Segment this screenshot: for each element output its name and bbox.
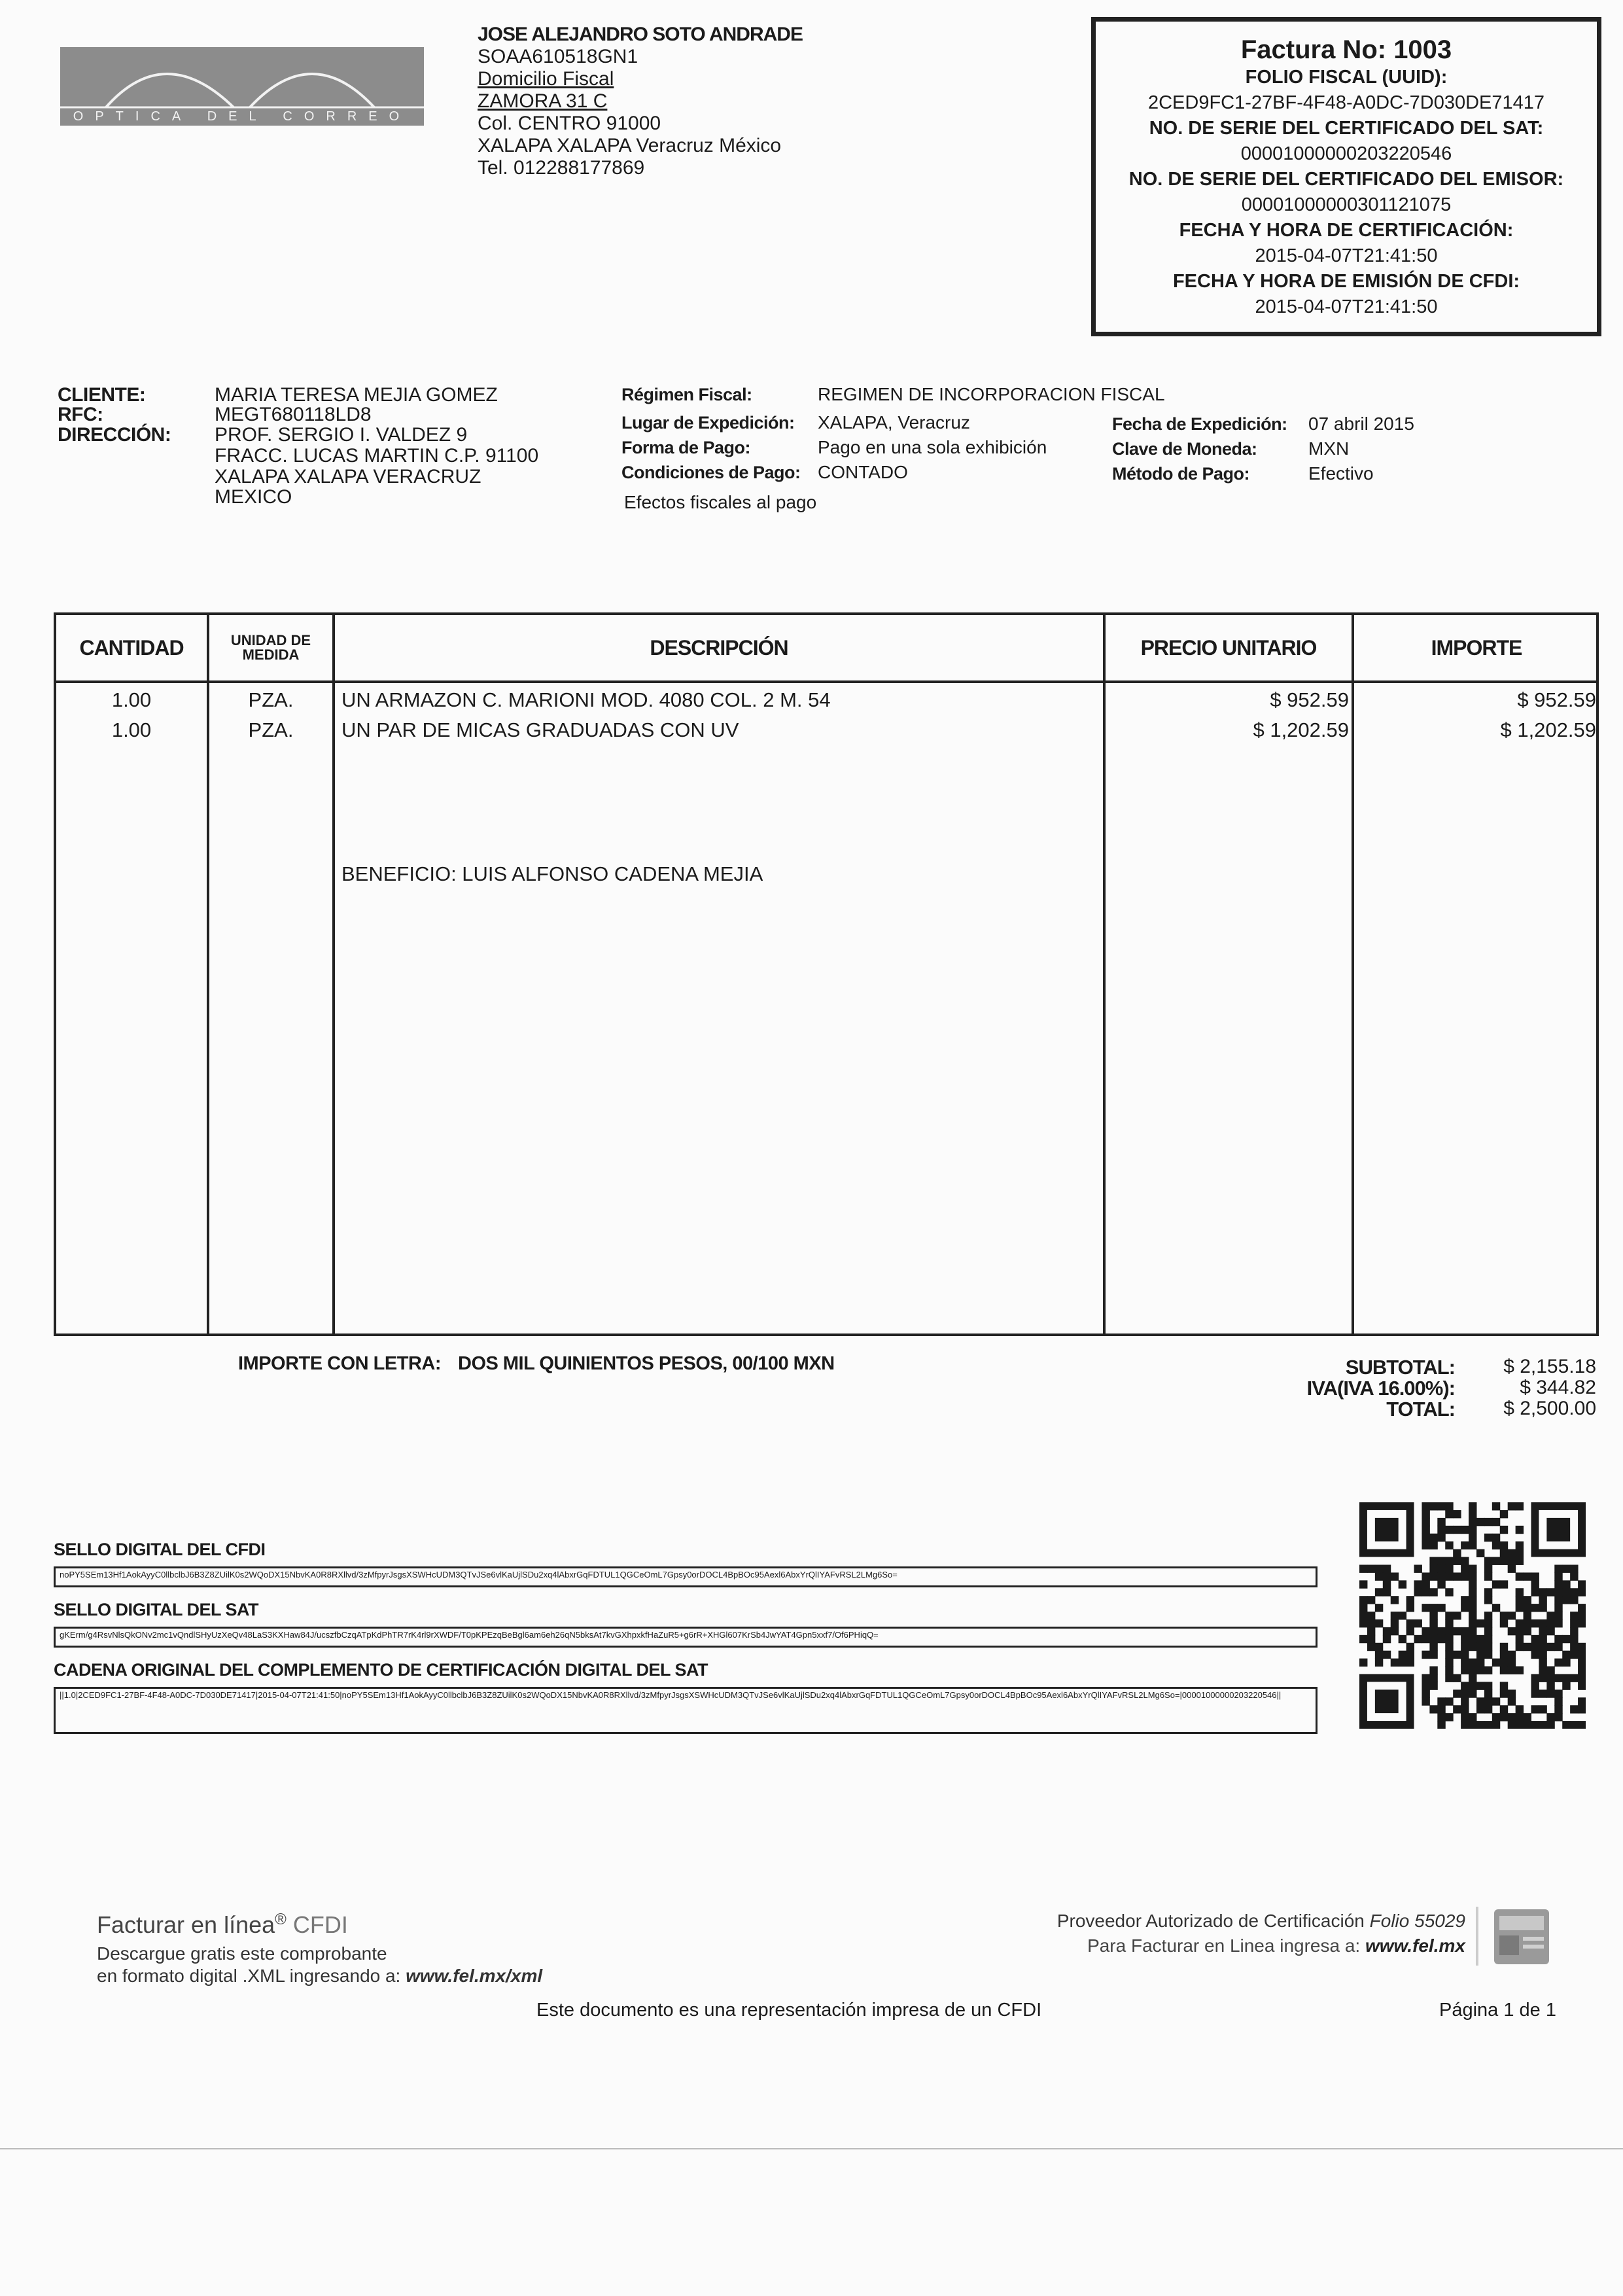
- footer-divider: [1476, 1907, 1478, 1966]
- header-unidad: UNIDAD DE MEDIDA: [230, 632, 311, 663]
- client-address-line-3: XALAPA XALAPA VERACRUZ: [215, 466, 481, 487]
- uuid-label: FOLIO FISCAL (UUID):: [1245, 67, 1448, 88]
- cliente-label: CLIENTE:: [58, 384, 146, 406]
- regimen-label: Régimen Fiscal:: [621, 385, 752, 404]
- row-2-precio: $ 1,202.59: [1253, 718, 1349, 741]
- bottom-rule: [0, 2148, 1623, 2149]
- header-divider: [56, 680, 1596, 683]
- logo-text: OPTICA DEL CORREO: [73, 109, 411, 124]
- uuid-value: 2CED9FC1-27BF-4F48-A0DC-7D030DE71417: [1147, 92, 1545, 113]
- lugar-value: XALAPA, Veracruz: [818, 412, 970, 433]
- footer-para: [981, 1935, 1465, 1956]
- regimen-value: REGIMEN DE INCORPORACION FISCAL: [818, 384, 1165, 404]
- importe-letra-label: IMPORTE CON LETRA:: [238, 1353, 441, 1374]
- row-1-descripcion: UN ARMAZON C. MARIONI MOD. 4080 COL. 2 M. 54: [341, 688, 831, 711]
- row-2-cantidad: 1.00: [111, 718, 152, 741]
- rfc-label: RFC:: [58, 404, 103, 425]
- fiscal-info-box: [1091, 17, 1601, 336]
- sello-cfdi-box: noPY5SEm13Hf1AokAyyC0llbclbJ6B3Z8ZUilK0s2WQoDX15NbvKA0R8RXllvd/3zMfpyrJsgsXSWHcUDM3QTvJSe6vlKaUjlSDu2xq4lAbxrGqFDTUL1QGCeOmL7Gpsy0orDOCL4BpBOc95Aexl6AbxYrQlIYAFvRSL2LMg6So=: [54, 1566, 1318, 1587]
- cadena-original-box: ||1.0|2CED9FC1-27BF-4F48-A0DC-7D030DE71417|2015-04-07T21:41:50|noPY5SEm13Hf1AokAyyC0llbclbJ6B3Z8ZUilK0s2WQoDX15NbvKA0R8RXllvd/3zMfpyrJsgsXSWHcUDM3QTvJSe6vlKaUjlSDu2xq4lAbxrGqFDTUL1QGCeOmL7Gpsy0orDOCL4BpBOc95Aexl6AbxYrQlIYAFvRSL2LMg6So=|00001000000203220546||: [54, 1687, 1318, 1734]
- footer-folio: Folio 55029: [1369, 1911, 1465, 1931]
- forma-label: Forma de Pago:: [621, 438, 751, 457]
- moneda-label: Clave de Moneda:: [1112, 439, 1257, 459]
- fecha-expedicion-value: 07 abril 2015: [1308, 414, 1414, 434]
- subtotal-label: SUBTOTAL:: [1345, 1356, 1455, 1379]
- row-2-unidad: PZA.: [248, 718, 294, 741]
- row-1-precio: $ 952.59: [1270, 688, 1349, 711]
- beneficio-note: BENEFICIO: LUIS ALFONSO CADENA MEJIA: [341, 862, 763, 885]
- footer-brand-cfdi: CFDI: [292, 1911, 348, 1938]
- subtotal-value: $ 2,155.18: [1503, 1356, 1596, 1377]
- issuer-name: JOSE ALEJANDRO SOTO ANDRADE: [478, 24, 803, 45]
- condiciones-value: CONTADO: [818, 462, 908, 482]
- factura-electronica-badge: [1492, 1907, 1552, 1967]
- sat-cert-label: NO. DE SERIE DEL CERTIFICADO DEL SAT:: [1149, 118, 1544, 139]
- emision-date-label: FECHA Y HORA DE EMISIÓN DE CFDI:: [1172, 271, 1520, 292]
- sello-sat-label: SELLO DIGITAL DEL SAT: [54, 1600, 259, 1619]
- emision-date-value: 2015-04-07T21:41:50: [1255, 296, 1438, 317]
- header-cantidad: CANTIDAD: [79, 635, 184, 660]
- importe-letra-value: DOS MIL QUINIENTOS PESOS, 00/100 MXN: [458, 1353, 835, 1374]
- representacion-impresa: Este documento es una representación impresa de un CFDI: [536, 2000, 1042, 2021]
- metodo-label: Método de Pago:: [1112, 464, 1249, 484]
- total-label: TOTAL:: [1386, 1398, 1455, 1421]
- footer-proveedor-text: Proveedor Autorizado de Certificación: [1056, 1911, 1365, 1931]
- sat-cert-value: 00001000000203220546: [1240, 143, 1452, 164]
- footer-descargue: Descargue gratis este comprobante: [97, 1943, 387, 1964]
- iva-value: $ 344.82: [1520, 1377, 1596, 1398]
- issuer-city: XALAPA XALAPA Veracruz México: [478, 135, 782, 156]
- client-address-line-4: MEXICO: [215, 486, 292, 508]
- invoice-number: Factura No: 1003: [1240, 35, 1452, 64]
- footer-para-text: Para Facturar en Linea ingresa a:: [1087, 1935, 1361, 1956]
- client-rfc: MEGT680118LD8: [215, 404, 372, 425]
- lugar-label: Lugar de Expedición:: [621, 413, 795, 433]
- metodo-value: Efectivo: [1308, 463, 1374, 484]
- footer-brand: [97, 1911, 348, 1939]
- footer-brand-reg: ®: [275, 1911, 287, 1928]
- header-precio: PRECIO UNITARIO: [1140, 635, 1317, 660]
- row-1-importe: $ 952.59: [1517, 688, 1596, 711]
- client-name: MARIA TERESA MEJIA GOMEZ: [215, 384, 498, 406]
- condiciones-label: Condiciones de Pago:: [621, 463, 801, 482]
- row-2-importe: $ 1,202.59: [1500, 718, 1596, 741]
- emisor-cert-label: NO. DE SERIE DEL CERTIFICADO DEL EMISOR:: [1128, 169, 1564, 190]
- issuer-colonia: Col. CENTRO 91000: [478, 113, 661, 134]
- iva-label: IVA(IVA 16.00%):: [1306, 1377, 1455, 1400]
- fel-link[interactable]: www.fel.mx: [1365, 1935, 1465, 1956]
- efectos-fiscales: Efectos fiscales al pago: [624, 492, 817, 512]
- moneda-value: MXN: [1308, 438, 1350, 459]
- issuer-street: ZAMORA 31 C: [478, 90, 608, 112]
- cert-date-value: 2015-04-07T21:41:50: [1255, 245, 1438, 266]
- sello-cfdi-label: SELLO DIGITAL DEL CFDI: [54, 1540, 266, 1559]
- footer-formato-text: en formato digital .XML ingresando a:: [97, 1966, 401, 1986]
- cadena-original-label: CADENA ORIGINAL DEL COMPLEMENTO DE CERTIFICACIÓN DIGITAL DEL SAT: [54, 1660, 708, 1680]
- qr-code: [1359, 1502, 1586, 1729]
- items-table: [54, 612, 1599, 1336]
- total-value: $ 2,500.00: [1503, 1398, 1596, 1419]
- row-2-descripcion: UN PAR DE MICAS GRADUADAS CON UV: [341, 718, 739, 741]
- header-descripcion: DESCRIPCIÓN: [650, 635, 788, 660]
- fecha-expedicion-label: Fecha de Expedición:: [1112, 414, 1287, 434]
- xml-link[interactable]: www.fel.mx/xml: [406, 1966, 543, 1986]
- direccion-label: DIRECCIÓN:: [58, 424, 171, 446]
- emisor-cert-value: 00001000000301121075: [1241, 194, 1452, 215]
- issuer-phone: Tel. 012288177869: [478, 157, 645, 179]
- issuer-block: [478, 24, 803, 179]
- client-address-line-2: FRACC. LUCAS MARTIN C.P. 91100: [215, 445, 539, 467]
- client-address-line-1: PROF. SERGIO I. VALDEZ 9: [215, 424, 468, 446]
- cert-date-label: FECHA Y HORA DE CERTIFICACIÓN:: [1179, 220, 1514, 241]
- row-1-unidad: PZA.: [248, 688, 294, 711]
- header-importe: IMPORTE: [1431, 635, 1522, 660]
- col-divider-2: [332, 615, 335, 1333]
- company-logo: [60, 47, 424, 126]
- issuer-rfc: SOAA610518GN1: [478, 46, 638, 67]
- issuer-domicilio-label: Domicilio Fiscal: [478, 68, 614, 90]
- forma-value: Pago en una sola exhibición: [818, 437, 1047, 457]
- sello-sat-box: gKErm/g4RsvNlsQkONv2mc1vQndlSHyUzXeQv48LaS3KXHaw84J/ucszfbCzqATpKdPhTR7rK4rl9rXWDF/T0pKPEzqBeBgl6am6eh26qN5bksAt7kvGXhpxkfHaZuR5+g6rR+XHGl607KrSb4JwYAT4Gpn5xxf7/Of6PHiqQ=: [54, 1627, 1318, 1648]
- page-number: Página 1 de 1: [1439, 2000, 1556, 2021]
- footer-brand-text: Facturar en línea: [97, 1911, 275, 1938]
- footer-proveedor: [981, 1911, 1465, 1932]
- footer-formato: [97, 1966, 542, 1987]
- row-1-cantidad: 1.00: [111, 688, 152, 711]
